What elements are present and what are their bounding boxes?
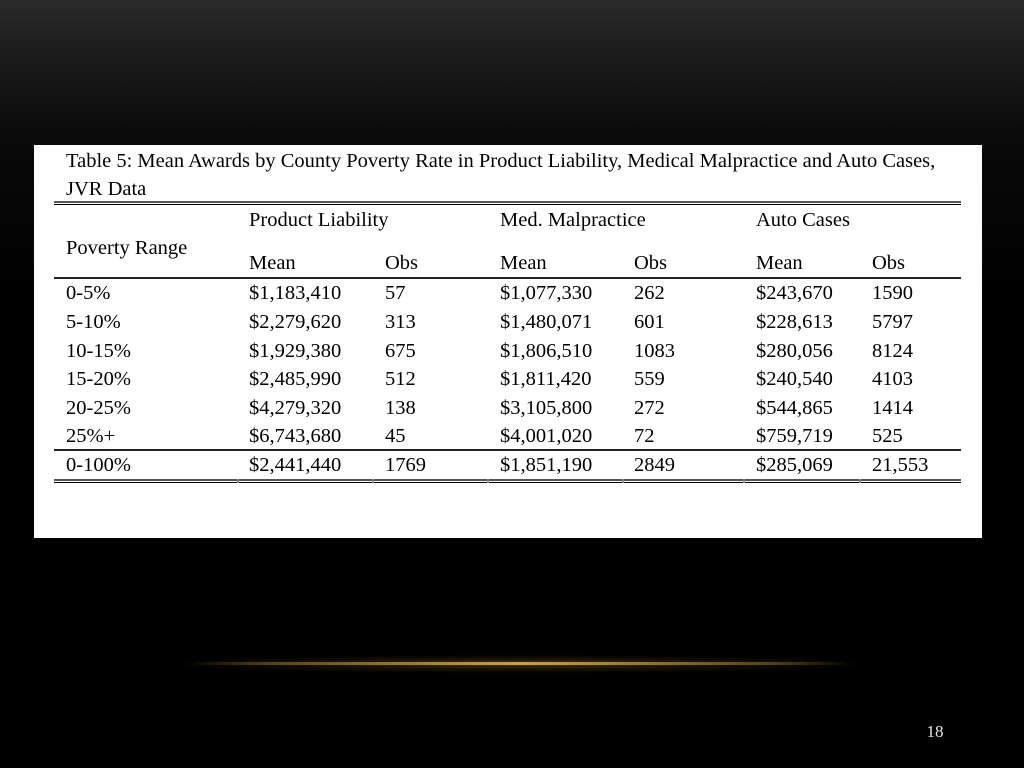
table-cell: 1083: [634, 340, 675, 362]
total-cell: $285,069: [756, 454, 833, 476]
table-cell: 1414: [872, 397, 913, 419]
total-cell: 1769: [385, 454, 426, 476]
table-bottom-rule: [54, 479, 961, 481]
total-cell: $1,851,190: [500, 454, 593, 476]
subheader-obs: Obs: [385, 252, 419, 274]
group-header-auto-cases: Auto Cases: [756, 209, 850, 231]
column-separator-tick: [487, 479, 489, 483]
total-cell: 2849: [634, 454, 675, 476]
table-cell: $3,105,800: [500, 397, 593, 419]
table-cell: $240,540: [756, 368, 833, 390]
table-cell: $1,806,510: [500, 340, 593, 362]
table-cell: $1,480,071: [500, 311, 593, 333]
data-table-panel: [34, 145, 982, 538]
table-cell: 1590: [872, 282, 913, 304]
table-cell: 512: [385, 368, 416, 390]
group-header-product-liability: Product Liability: [249, 209, 389, 231]
table-cell: 675: [385, 340, 416, 362]
table-cell: 601: [634, 311, 665, 333]
column-separator-tick: [859, 479, 861, 483]
table-cell: 8124: [872, 340, 913, 362]
table-cell: $544,865: [756, 397, 833, 419]
table-cell: $1,077,330: [500, 282, 593, 304]
group-header-med-malpractice: Med. Malpractice: [500, 209, 646, 231]
footer-accent-line: [190, 662, 850, 665]
row-label: 25%+: [66, 425, 116, 447]
table-cell: 262: [634, 282, 665, 304]
table-cell: 313: [385, 311, 416, 333]
subheader-obs: Obs: [872, 252, 906, 274]
table-bottom-rule-inner: [54, 482, 961, 483]
column-separator-tick: [743, 479, 745, 483]
table-caption: Table 5: Mean Awards by County Poverty Rate in Product Liability, Medical Malpractice and Auto Cases, JVR Data: [66, 150, 936, 200]
row-label: 0-5%: [66, 282, 111, 304]
table-cell: 5797: [872, 311, 913, 333]
total-cell: 21,553: [872, 454, 929, 476]
poverty-range-header: Poverty Range: [66, 237, 188, 259]
row-label: 15-20%: [66, 368, 131, 390]
table-cell: $6,743,680: [249, 425, 342, 447]
table-cell: $1,183,410: [249, 282, 342, 304]
row-label: 10-15%: [66, 340, 131, 362]
table-cell: $2,279,620: [249, 311, 342, 333]
table-cell: $2,485,990: [249, 368, 342, 390]
table-cell: $280,056: [756, 340, 833, 362]
row-label: 5-10%: [66, 311, 121, 333]
table-cell: $1,929,380: [249, 340, 342, 362]
subheader-mean: Mean: [249, 252, 296, 274]
table-cell: 4103: [872, 368, 913, 390]
table-cell: $759,719: [756, 425, 833, 447]
table-cell: 272: [634, 397, 665, 419]
column-separator-tick: [372, 479, 374, 483]
row-label: 20-25%: [66, 397, 131, 419]
table-cell: 72: [634, 425, 655, 447]
total-row-label: 0-100%: [66, 454, 131, 476]
subheader-mean: Mean: [500, 252, 547, 274]
table-cell: 138: [385, 397, 416, 419]
slide-page-number: 18: [926, 722, 944, 741]
subheader-mean: Mean: [756, 252, 803, 274]
table-cell: 57: [385, 282, 406, 304]
table-cell: $4,279,320: [249, 397, 342, 419]
table-top-rule-inner: [54, 204, 961, 205]
table-cell: $243,670: [756, 282, 833, 304]
table-top-rule: [54, 201, 961, 203]
table-cell: $1,811,420: [500, 368, 592, 390]
table-cell: $4,001,020: [500, 425, 593, 447]
table-cell: $228,613: [756, 311, 833, 333]
table-cell: 45: [385, 425, 406, 447]
table-cell: 525: [872, 425, 903, 447]
column-separator-tick: [622, 479, 624, 483]
table-cell: 559: [634, 368, 665, 390]
subheader-obs: Obs: [634, 252, 668, 274]
column-separator-tick: [237, 479, 239, 483]
total-cell: $2,441,440: [249, 454, 342, 476]
